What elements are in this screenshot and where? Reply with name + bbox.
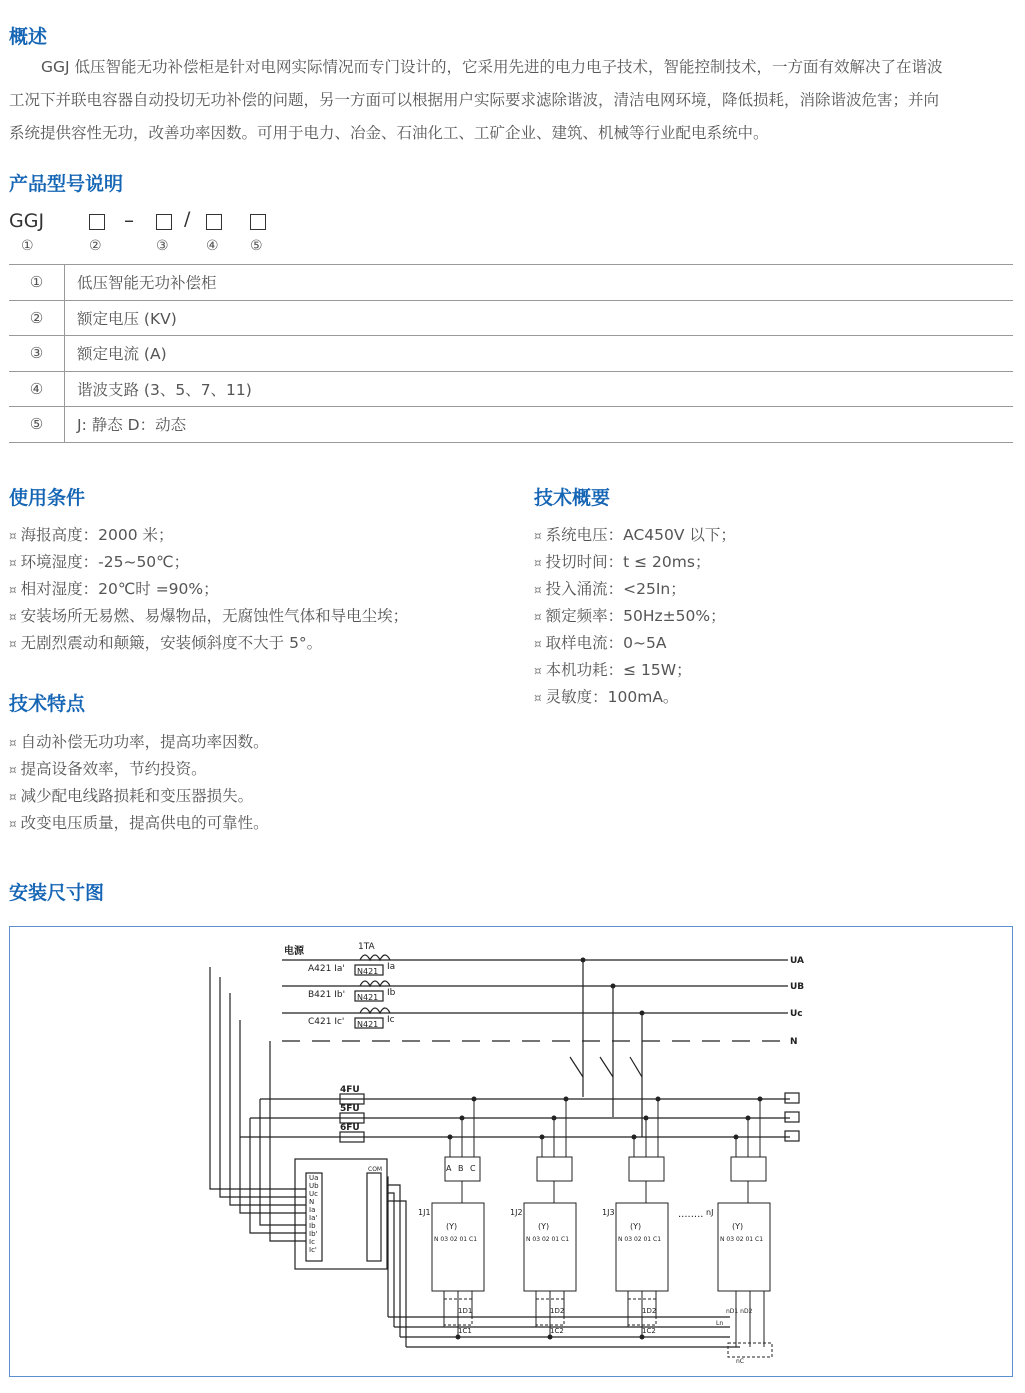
branch-n bbox=[718, 1099, 772, 1357]
ctrl-term-ia2: Ia' bbox=[309, 1214, 318, 1222]
model-table bbox=[9, 264, 1013, 443]
ctrl-term-ib: Ib bbox=[309, 1222, 316, 1230]
list-item bbox=[9, 603, 408, 630]
diagram-ia: Ia bbox=[387, 962, 396, 972]
bullet-icon: ¤ bbox=[9, 583, 17, 597]
features-list bbox=[9, 729, 269, 837]
bullet-icon: ¤ bbox=[9, 763, 17, 777]
list-item-text: 安装场所无易燃、易爆物品，无腐蚀性气体和导电尘埃； bbox=[20, 607, 409, 625]
row-number: ③ bbox=[9, 336, 65, 372]
list-item-text: 自动补偿无功功率，提高功率因数。 bbox=[20, 733, 269, 751]
d-label-n: nD1 nD2 bbox=[726, 1308, 753, 1315]
diagram-n421-b: N421 bbox=[357, 993, 379, 1002]
bullet-icon: ¤ bbox=[534, 610, 542, 624]
switch-1j3: 1J3 bbox=[602, 1208, 615, 1217]
list-item bbox=[534, 603, 736, 630]
row-number: ① bbox=[9, 265, 65, 301]
terminals-3: N 03 02 01 C1 bbox=[618, 1236, 662, 1243]
bullet-icon: ¤ bbox=[9, 529, 17, 543]
bullet-icon: ¤ bbox=[534, 583, 542, 597]
list-item bbox=[9, 522, 408, 549]
model-prefix: GGJ bbox=[9, 210, 45, 232]
row-desc: 额定电压 (KV) bbox=[65, 300, 1014, 336]
model-mark-3: ③ bbox=[156, 238, 169, 254]
y-2: (Y) bbox=[538, 1222, 550, 1231]
diagram-ib: Ib bbox=[387, 988, 396, 998]
list-item-text: 减少配电线路损耗和变压器损失。 bbox=[20, 787, 254, 805]
conditions-title: 使用条件 bbox=[9, 487, 86, 509]
row-desc: 额定电流 (A) bbox=[65, 336, 1014, 372]
switch-dots: ........ bbox=[678, 1209, 704, 1220]
y-1: (Y) bbox=[446, 1222, 458, 1231]
ctrl-term-n: N bbox=[309, 1198, 315, 1206]
bus-ub: UB bbox=[790, 982, 805, 992]
overview-line-2: 工况下并联电容器自动投切无功补偿的问题，另一方面可以根据用户实际要求滤除谐波，清洁电网环境，降低损耗，消除谐波危害；并向 bbox=[9, 91, 940, 109]
table-row bbox=[9, 265, 1013, 301]
tech-overview-list bbox=[534, 522, 736, 711]
diagram-source-label: 电源 bbox=[284, 946, 304, 957]
table-row bbox=[9, 336, 1013, 372]
list-item bbox=[9, 729, 269, 756]
bus-ua: UA bbox=[790, 956, 804, 966]
y-n: (Y) bbox=[732, 1222, 744, 1231]
list-item-text: 取样电流：0~5A bbox=[545, 634, 667, 652]
c-label-1: 1C1 bbox=[458, 1327, 472, 1335]
list-item-text: 投切时间：t ≤ 20ms； bbox=[545, 553, 711, 571]
overview-line-3: 系统提供容性无功，改善功率因数。可用于电力、冶金、石油化工、工矿企业、建筑、机械等行业配电系统中。 bbox=[9, 124, 769, 142]
model-box-2 bbox=[89, 214, 105, 230]
bullet-icon: ¤ bbox=[9, 790, 17, 804]
model-mark-2: ② bbox=[89, 238, 102, 254]
c-label-3: 1C2 bbox=[642, 1327, 656, 1335]
d-label-2: 1D2 bbox=[550, 1307, 565, 1315]
diagram-n421-a: N421 bbox=[357, 967, 379, 976]
bullet-icon: ¤ bbox=[534, 556, 542, 570]
abc-3: C bbox=[470, 1164, 476, 1173]
branch-2 bbox=[524, 1099, 576, 1337]
diagram-phase-c: C421 Ic' bbox=[308, 1017, 345, 1027]
abc-2: B bbox=[458, 1164, 464, 1173]
diagram-phase-b: B421 Ib' bbox=[308, 990, 346, 1000]
ctrl-term-ia: Ia bbox=[309, 1206, 316, 1214]
diagram-ic: Ic bbox=[387, 1015, 395, 1025]
list-item-text: 投入涌流：<25In； bbox=[545, 580, 686, 598]
row-number: ② bbox=[9, 300, 65, 336]
row-desc: 低压智能无功补偿柜 bbox=[65, 265, 1014, 301]
switch-1j2: 1J2 bbox=[510, 1208, 523, 1217]
model-box-4 bbox=[206, 214, 222, 230]
ctrl-term-ic2: Ic' bbox=[309, 1246, 317, 1254]
overview-title: 概述 bbox=[9, 26, 48, 48]
diagram-ta-label: 1TA bbox=[358, 942, 375, 952]
fuse-6fu: 6FU bbox=[340, 1123, 360, 1133]
list-item-text: 系统电压：AC450V 以下； bbox=[545, 526, 736, 544]
table-row bbox=[9, 407, 1013, 443]
model-title: 产品型号说明 bbox=[9, 173, 124, 195]
list-item bbox=[9, 783, 269, 810]
fuse-5fu: 5FU bbox=[340, 1104, 360, 1114]
abc-1: A bbox=[446, 1164, 452, 1173]
list-item-text: 灵敏度：100mA。 bbox=[545, 688, 679, 706]
model-box-3 bbox=[156, 214, 172, 230]
switch-1j1: 1J1 bbox=[418, 1208, 431, 1217]
list-item-text: 相对湿度：20℃时 =90%； bbox=[20, 580, 219, 598]
switch-nj: nJ bbox=[706, 1208, 714, 1217]
model-mark-5: ⑤ bbox=[250, 238, 263, 254]
bullet-icon: ¤ bbox=[9, 637, 17, 651]
ctrl-term-uc: Uc bbox=[309, 1190, 318, 1198]
ln-label: Ln bbox=[716, 1320, 724, 1327]
ctrl-term-ib2: Ib' bbox=[309, 1230, 318, 1238]
model-mark-1: ① bbox=[21, 238, 34, 254]
bullet-icon: ¤ bbox=[534, 637, 542, 651]
model-dash: – bbox=[124, 208, 134, 232]
bullet-icon: ¤ bbox=[9, 736, 17, 750]
list-item-text: 改变电压质量，提高供电的可靠性。 bbox=[20, 814, 269, 832]
diagram-phase-a: A421 Ia' bbox=[308, 964, 345, 974]
switch-branches bbox=[432, 1099, 772, 1357]
model-mark-4: ④ bbox=[206, 238, 219, 254]
c-label-2: 1C2 bbox=[550, 1327, 564, 1335]
wiring-diagram-svg bbox=[10, 927, 1012, 1376]
model-slash: / bbox=[184, 208, 191, 230]
list-item bbox=[534, 684, 736, 711]
controller-com: COM bbox=[368, 1166, 383, 1173]
bus-n: N bbox=[790, 1037, 798, 1047]
list-item bbox=[534, 549, 736, 576]
list-item bbox=[9, 756, 269, 783]
wiring-diagram bbox=[9, 926, 1013, 1377]
bus-uc: Uc bbox=[790, 1009, 803, 1019]
list-item-text: 无剧烈震动和颠簸，安装倾斜度不大于 5°。 bbox=[20, 634, 323, 652]
list-item-text: 提高设备效率，节约投资。 bbox=[20, 760, 207, 778]
list-item-text: 额定频率：50Hz±50%； bbox=[545, 607, 726, 625]
list-item bbox=[534, 657, 736, 684]
overview-line-1: GGJ 低压智能无功补偿柜是针对电网实际情况而专门设计的，它采用先进的电力电子技术，智能控制技术，一方面有效解决了在谐波 bbox=[41, 58, 943, 76]
bullet-icon: ¤ bbox=[534, 664, 542, 678]
ctrl-term-ic: Ic bbox=[309, 1238, 315, 1246]
terminals-2: N 03 02 01 C1 bbox=[526, 1236, 570, 1243]
row-desc: 谐波支路 (3、5、7、11) bbox=[65, 371, 1014, 407]
list-item-text: 环境湿度：-25~50℃； bbox=[20, 553, 190, 571]
model-box-5 bbox=[250, 214, 266, 230]
list-item bbox=[9, 576, 408, 603]
branch-1 bbox=[432, 1099, 484, 1337]
terminals-n: N 03 02 01 C1 bbox=[720, 1236, 764, 1243]
d-label-1: 1D1 bbox=[458, 1307, 473, 1315]
ctrl-term-ua: Ua bbox=[309, 1174, 319, 1182]
bullet-icon: ¤ bbox=[9, 610, 17, 624]
ctrl-term-ub: Ub bbox=[309, 1182, 319, 1190]
tech-overview-title: 技术概要 bbox=[534, 487, 611, 509]
fuse-4fu: 4FU bbox=[340, 1085, 360, 1095]
table-row bbox=[9, 300, 1013, 336]
list-item bbox=[9, 549, 408, 576]
table-row bbox=[9, 371, 1013, 407]
bullet-icon: ¤ bbox=[534, 529, 542, 543]
list-item-text: 海报高度：2000 米； bbox=[20, 526, 174, 544]
model-code bbox=[9, 208, 309, 258]
features-title: 技术特点 bbox=[9, 693, 86, 715]
d-label-3: 1D2 bbox=[642, 1307, 657, 1315]
list-item bbox=[534, 576, 736, 603]
bullet-icon: ¤ bbox=[9, 556, 17, 570]
install-title: 安装尺寸图 bbox=[9, 882, 105, 904]
conditions-list bbox=[9, 522, 408, 657]
list-item bbox=[9, 630, 408, 657]
list-item bbox=[9, 810, 269, 837]
bullet-icon: ¤ bbox=[9, 817, 17, 831]
row-desc: J: 静态 D：动态 bbox=[65, 407, 1014, 443]
list-item bbox=[534, 630, 736, 657]
terminals-1: N 03 02 01 C1 bbox=[434, 1236, 478, 1243]
y-3: (Y) bbox=[630, 1222, 642, 1231]
list-item-text: 本机功耗：≤ 15W； bbox=[545, 661, 692, 679]
list-item bbox=[534, 522, 736, 549]
bullet-icon: ¤ bbox=[534, 691, 542, 705]
diagram-n421-c: N421 bbox=[357, 1020, 379, 1029]
row-number: ④ bbox=[9, 371, 65, 407]
row-number: ⑤ bbox=[9, 407, 65, 443]
nc-label: nC bbox=[736, 1358, 744, 1365]
